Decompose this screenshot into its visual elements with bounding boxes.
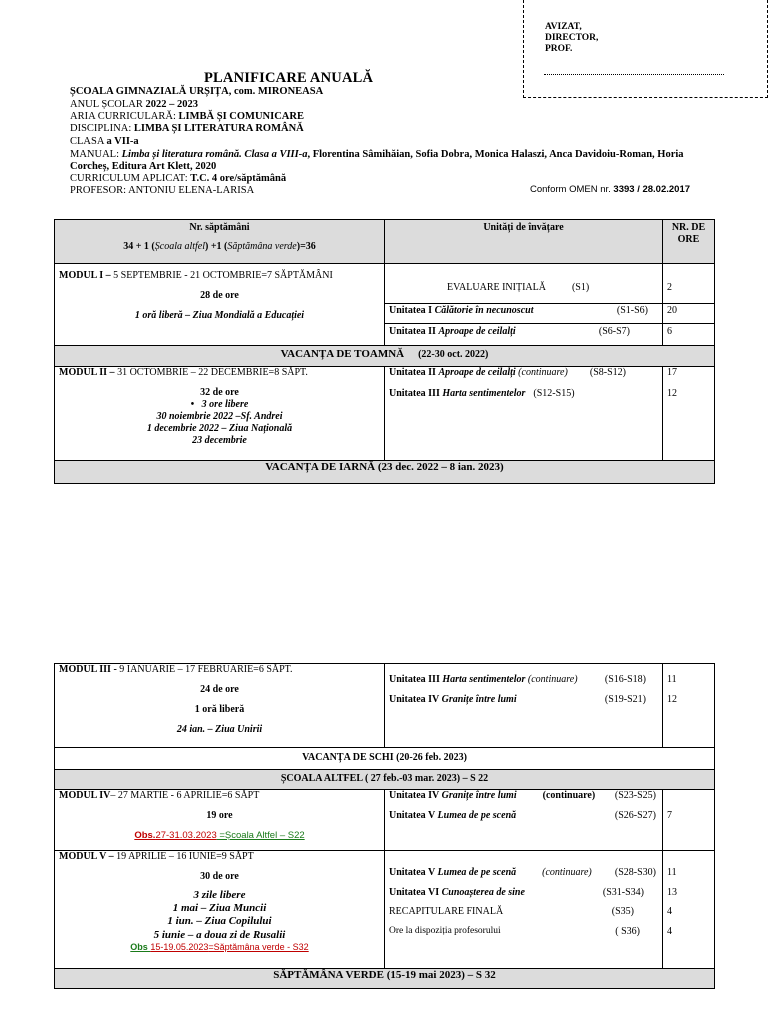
header-weeks-count (55, 241, 384, 253)
table-row (55, 770, 715, 790)
weeks-count-c: ) +1 ( (205, 241, 228, 252)
module-1-free: 1 oră liberă – Ziua Mondială a Educației (134, 310, 305, 321)
module-4-label: MODUL IV (59, 790, 111, 801)
omen-reference (530, 184, 690, 195)
unit-4-label: Unitatea IV (389, 694, 442, 705)
module-3-units (385, 664, 663, 748)
module-4-title (59, 790, 380, 802)
teacher-name: PROFESOR: ANTONIU ELENA-LARISA (70, 185, 255, 196)
unit-2b-continue: (continuare) (515, 367, 568, 378)
header-hours: NR. DE ORE (663, 220, 715, 264)
school-name: ȘCOALA GIMNAZIALĂ URȘIȚA, com. MIRONEASA (70, 86, 324, 97)
unit-row (389, 790, 658, 802)
unit-5b-hours: 11 (667, 867, 677, 878)
module-4-obs (59, 830, 380, 841)
table-row (55, 851, 715, 969)
module-3-title (59, 664, 380, 676)
table-row (55, 346, 715, 367)
unit-2-hours: 6 (663, 324, 715, 346)
unit-3-hours: 12 (667, 388, 677, 399)
manual-publisher: Corcheș, Editura Art Klett, 2020 (70, 161, 217, 172)
module-5-day-2: 1 iun. – Ziua Copilului (167, 915, 272, 928)
module-5-obs-note: =Săptămâna verde - S32 (208, 941, 309, 952)
manual-authors: , Florentina Sâmihăian, Sofia Dobra, Monica Halaszi, Anca Davidoiu-Roman, Horia (307, 149, 684, 160)
unit-3-label: Unitatea III (389, 388, 443, 399)
unit-2b-weeks: (S8-S12) (589, 367, 626, 378)
unit-4b-continue: (continuare) (542, 790, 596, 801)
unit-row (385, 324, 663, 346)
unit-2-label: Unitatea II (389, 326, 439, 337)
school-year-value: 2022 – 2023 (145, 99, 198, 110)
table-row (55, 367, 715, 461)
unit-4b-title: Granițe între lumi (441, 790, 517, 801)
unit-recap: RECAPITULARE FINALĂ (389, 906, 504, 917)
curricular-area-label: ARIA CURRICULARĂ: (70, 111, 179, 122)
unit-6-hours: 13 (667, 887, 677, 898)
module-4-obs-dates: 27-31.03.2023 (155, 830, 217, 841)
unit-4b-label: Unitatea IV (389, 790, 442, 801)
unit-teacher-hours: Ore la dispoziția profesorului (389, 926, 501, 936)
module-5-label: MODUL V – (59, 851, 117, 862)
vacation-autumn-dates: (22-30 oct. 2022) (418, 349, 489, 360)
module-2-label: MODUL II – (59, 367, 118, 378)
module-5-hours: 30 de ore (200, 871, 239, 882)
unit-1-hours: 20 (663, 304, 715, 324)
signature-line (544, 74, 724, 75)
module-2-cell (55, 367, 385, 461)
module-4-hours-cell (663, 790, 715, 851)
module-5-period: 19 APRILIE – 16 IUNIE=9 SĂPT (116, 851, 254, 862)
unit-row (389, 867, 658, 879)
discipline-value: LIMBA ȘI LITERATURA ROMÂNĂ (133, 123, 304, 134)
unit-recap-hours: 4 (667, 906, 672, 917)
unit-recap-weeks: (S35) (611, 906, 634, 917)
module-2-hours-cell (663, 367, 715, 461)
module-4-hours: 19 ore (206, 810, 233, 821)
unit-4-weeks: (S19-S21) (604, 694, 646, 705)
module-1-label: MODUL I – (59, 270, 114, 281)
unit-1-weeks: (S1-S6) (616, 305, 648, 316)
weeks-count-a: 34 + 1 ( (123, 241, 155, 252)
unit-row (385, 304, 663, 324)
unit-3b-hours: 11 (667, 674, 677, 685)
unit-6-weeks: (S31-S34) (602, 887, 644, 898)
unit-5-title: Lumea de pe scenă (437, 810, 517, 821)
unit-eval-weeks: (S1) (571, 282, 590, 293)
manual (70, 149, 684, 162)
module-3-hours-cell (663, 664, 715, 748)
table-row (55, 969, 715, 989)
module-1-title (59, 270, 380, 282)
table-row (55, 461, 715, 484)
unit-eval-initial: EVALUARE INIȚIALĂ (447, 282, 546, 293)
school-year (70, 99, 198, 112)
weeks-count-e: )=36 (296, 241, 316, 252)
manual-title: Limba și literatura română. Clasa a VIII-a (121, 149, 308, 160)
module-5-obs (59, 942, 380, 953)
module-5-title (59, 851, 380, 863)
omen-value: 3393 / 28.02.2017 (613, 184, 691, 195)
unit-3b-title: Harta sentimentelor (442, 674, 526, 685)
module-2-hours: 32 de ore (200, 387, 239, 398)
class (70, 136, 139, 149)
discipline-label: DISCIPLINA: (70, 123, 134, 134)
module-2-period: 31 OCTOMBRIE – 22 DECEMBRIE=8 SĂPT. (117, 367, 308, 378)
unit-3b-label: Unitatea III (389, 674, 443, 685)
module-3-label: MODUL III - (59, 664, 120, 675)
module-2-day-3: 23 decembrie (192, 435, 247, 446)
unit-1-title: Călătorie în necunoscut (434, 305, 534, 316)
unit-row (389, 367, 658, 382)
module-2-free: • 3 ore libere (190, 399, 249, 410)
school-altfel: ȘCOALA ALTFEL ( 27 feb.-03 mar. 2023) – S 22 (55, 770, 715, 790)
planning-table-2 (54, 663, 715, 989)
module-5-obs-dates: 15-19.05.2023 (150, 941, 209, 952)
table-row (55, 664, 715, 748)
unit-row (389, 926, 658, 937)
module-3-hours: 24 de ore (200, 684, 239, 695)
module-5-day-3: 5 iunie – a doua zi de Rusalii (153, 928, 286, 941)
module-3-period: 9 IANUARIE – 17 FEBRUARIE=6 SĂPT. (119, 664, 293, 675)
header-weeks-label: Nr. săptămâni (189, 222, 250, 233)
unit-teacher-weeks: ( S36) (615, 926, 640, 937)
unit-row (389, 694, 658, 706)
module-5-day-1: 1 mai – Ziua Muncii (172, 902, 267, 915)
unit-3-title: Harta sentimentelor (442, 388, 526, 399)
curriculum (70, 173, 286, 186)
class-value: a VII-a (106, 136, 139, 147)
module-5-hours-cell (663, 851, 715, 969)
header-units: Unități de învățare (385, 220, 663, 264)
module-3-day-1: 24 ian. – Ziua Unirii (176, 724, 263, 735)
unit-5-label: Unitatea V (389, 810, 438, 821)
unit-1-label: Unitatea I (389, 305, 435, 316)
unit-4b-hours (667, 790, 710, 802)
stamp-line-director: DIRECTOR, (545, 33, 599, 43)
unit-5b-continue: (continuare) (542, 867, 592, 878)
unit-5b-label: Unitatea V (389, 867, 438, 878)
vacation-ski: VACANȚA DE SCHI (20-26 feb. 2023) (55, 748, 715, 770)
table-row (55, 790, 715, 851)
vacation-autumn (55, 346, 715, 367)
module-4-period: – 27 MARTIE - 6 APRILIE=6 SĂPT (110, 790, 260, 801)
manual-label: MANUAL: (70, 149, 122, 160)
page-title: PLANIFICARE ANUALĂ (204, 70, 374, 86)
table-row (55, 264, 715, 304)
unit-eval-hours: 2 (663, 264, 715, 304)
unit-3-weeks: (S12-S15) (533, 388, 575, 399)
unit-row (385, 264, 663, 304)
module-5-units (385, 851, 663, 969)
class-label: CLASA (70, 136, 107, 147)
module-5-cell (55, 851, 385, 969)
unit-2-title: Aproape de ceilalți (438, 326, 516, 337)
curriculum-label: CURRICULUM APLICAT: (70, 173, 191, 184)
module-2-day-1: 30 noiembrie 2022 –Sf. Andrei (156, 411, 283, 422)
stamp-line-avizat: AVIZAT, (545, 22, 582, 32)
approval-stamp (523, 0, 768, 98)
weeks-count-d: Săptămâna verde (227, 241, 297, 252)
unit-teacher-hours-value: 4 (667, 926, 672, 937)
module-1-hours: 28 de ore (200, 290, 239, 301)
unit-2-weeks: (S6-S7) (598, 326, 630, 337)
module-5-free: 3 zile libere (193, 889, 246, 901)
unit-5-hours: 7 (667, 810, 672, 821)
curriculum-value: T.C. 4 ore/săptămână (190, 173, 287, 184)
unit-4-title: Granițe între lumi (441, 694, 517, 705)
vacation-autumn-label: VACANȚA DE TOAMNĂ (280, 348, 405, 360)
unit-2b-label: Unitatea II (389, 367, 439, 378)
module-3-free: 1 oră liberă (194, 704, 245, 715)
unit-6-label: Unitatea VI (389, 887, 442, 898)
unit-row (389, 810, 658, 822)
unit-2b-hours: 17 (667, 367, 677, 378)
weeks-count-b: Școala altfel (154, 241, 206, 252)
header-weeks (55, 220, 385, 264)
module-2-units (385, 367, 663, 461)
unit-row (389, 388, 658, 400)
unit-6-title: Cunoașterea de sine (441, 887, 525, 898)
module-4-obs-note: =Școala Altfel – S22 (216, 830, 305, 841)
table-header-row (55, 220, 715, 264)
module-2-day-2: 1 decembrie 2022 – Ziua Națională (146, 423, 293, 434)
unit-5b-weeks: (S28-S30) (614, 867, 656, 878)
green-week: SĂPTĂMÂNA VERDE (15-19 mai 2023) – S 32 (55, 969, 715, 989)
unit-5b-title: Lumea de pe scenă (437, 867, 517, 878)
table-row (55, 748, 715, 770)
curricular-area (70, 111, 304, 124)
module-1-period: 5 SEPTEMBRIE - 21 OCTOMBRIE=7 SĂPTĂMÂNI (113, 270, 333, 281)
module-5-obs-label: Obs (130, 941, 151, 952)
unit-row (389, 674, 658, 686)
vacation-winter: VACANȚA DE IARNĂ (23 dec. 2022 – 8 ian. 2023) (55, 461, 715, 484)
unit-row (389, 887, 658, 899)
discipline (70, 123, 304, 136)
module-1-cell (55, 264, 385, 346)
school-year-label: ANUL ȘCOLAR (70, 99, 146, 110)
module-4-units (385, 790, 663, 851)
unit-row (389, 906, 658, 918)
unit-3b-weeks: (S16-S18) (604, 674, 646, 685)
unit-4-hours: 12 (667, 694, 677, 705)
module-2-title (59, 367, 380, 379)
omen-label: Conform OMEN nr. (530, 184, 614, 195)
unit-3b-continue: (continuare) (525, 674, 578, 685)
module-4-cell (55, 790, 385, 851)
module-3-cell (55, 664, 385, 748)
unit-5-weeks: (S26-S27) (614, 810, 656, 821)
curricular-area-value: LIMBĂ ȘI COMUNICARE (178, 111, 304, 122)
planning-table-1 (54, 219, 715, 484)
module-4-obs-label: Obs. (134, 830, 156, 841)
unit-4b-weeks: (S23-S25) (614, 790, 656, 801)
stamp-line-prof: PROF. (545, 44, 573, 54)
module-2-free-text: 3 ore libere (201, 399, 249, 410)
unit-2b-title: Aproape de ceilalți (438, 367, 516, 378)
